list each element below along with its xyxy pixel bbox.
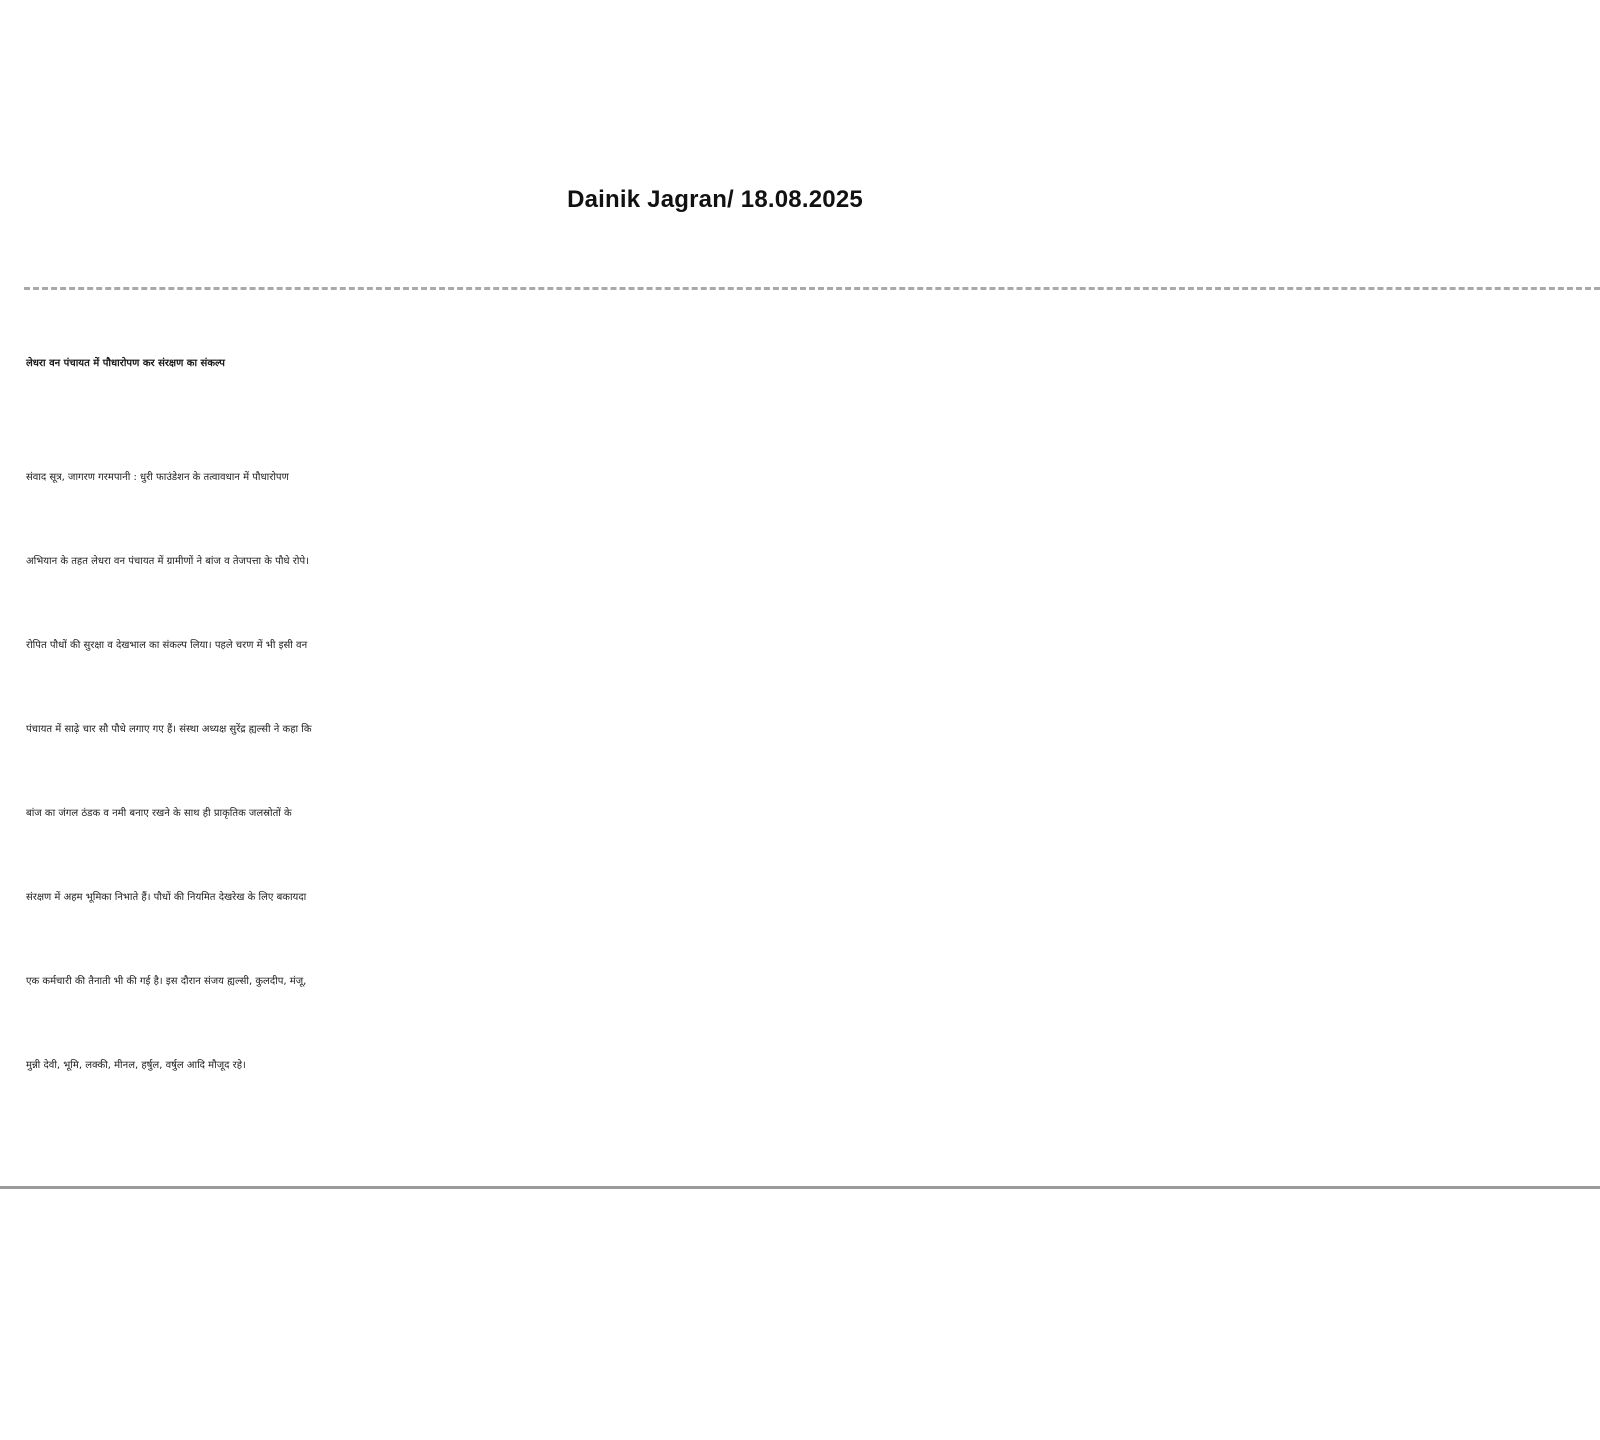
- body-line: एक कर्मचारी की तैनाती भी की गई है। इस दौरान संजय ह्यल्सी, कुलदीप, मंजू,: [26, 976, 307, 987]
- article-headline: लेधरा वन पंचायत में पौधारोपण कर संरक्षण का संकल्प: [26, 358, 225, 369]
- body-line: मुन्नी देवी, भूमि, लक्की, मीनल, हर्षुल, वर्षुल आदि मौजूद रहे।: [26, 1060, 246, 1071]
- body-line: संरक्षण में अहम भूमिका निभाते हैं। पौधों की नियमित देखरेख के लिए बकायदा: [26, 892, 307, 903]
- body-line: अभियान के तहत लेधरा वन पंचायत में ग्रामीणों ने बांज व तेजपत्ता के पौधे रोपे।: [26, 556, 309, 567]
- body-line: पंचायत में साढ़े चार सौ पौधे लगाए गए हैं। संस्था अध्यक्ष सुरेंद्र ह्यल्सी ने कहा कि: [26, 724, 312, 735]
- article-body: [26, 436, 1586, 1108]
- body-line: संवाद सूत्र, जागरण गरमपानी : धुरी फाउंडेशन के तत्वावधान में पौधारोपण: [26, 472, 289, 483]
- top-divider: [24, 287, 1600, 290]
- bottom-divider: [0, 1186, 1600, 1189]
- body-line: रोपित पौधों की सुरक्षा व देखभाल का संकल्प लिया। पहले चरण में भी इसी वन: [26, 640, 308, 651]
- source-caption: Dainik Jagran/ 18.08.2025: [567, 186, 863, 213]
- body-line: बांज का जंगल ठंडक व नमी बनाए रखने के साथ ही प्राकृतिक जलस्रोतों के: [26, 808, 292, 819]
